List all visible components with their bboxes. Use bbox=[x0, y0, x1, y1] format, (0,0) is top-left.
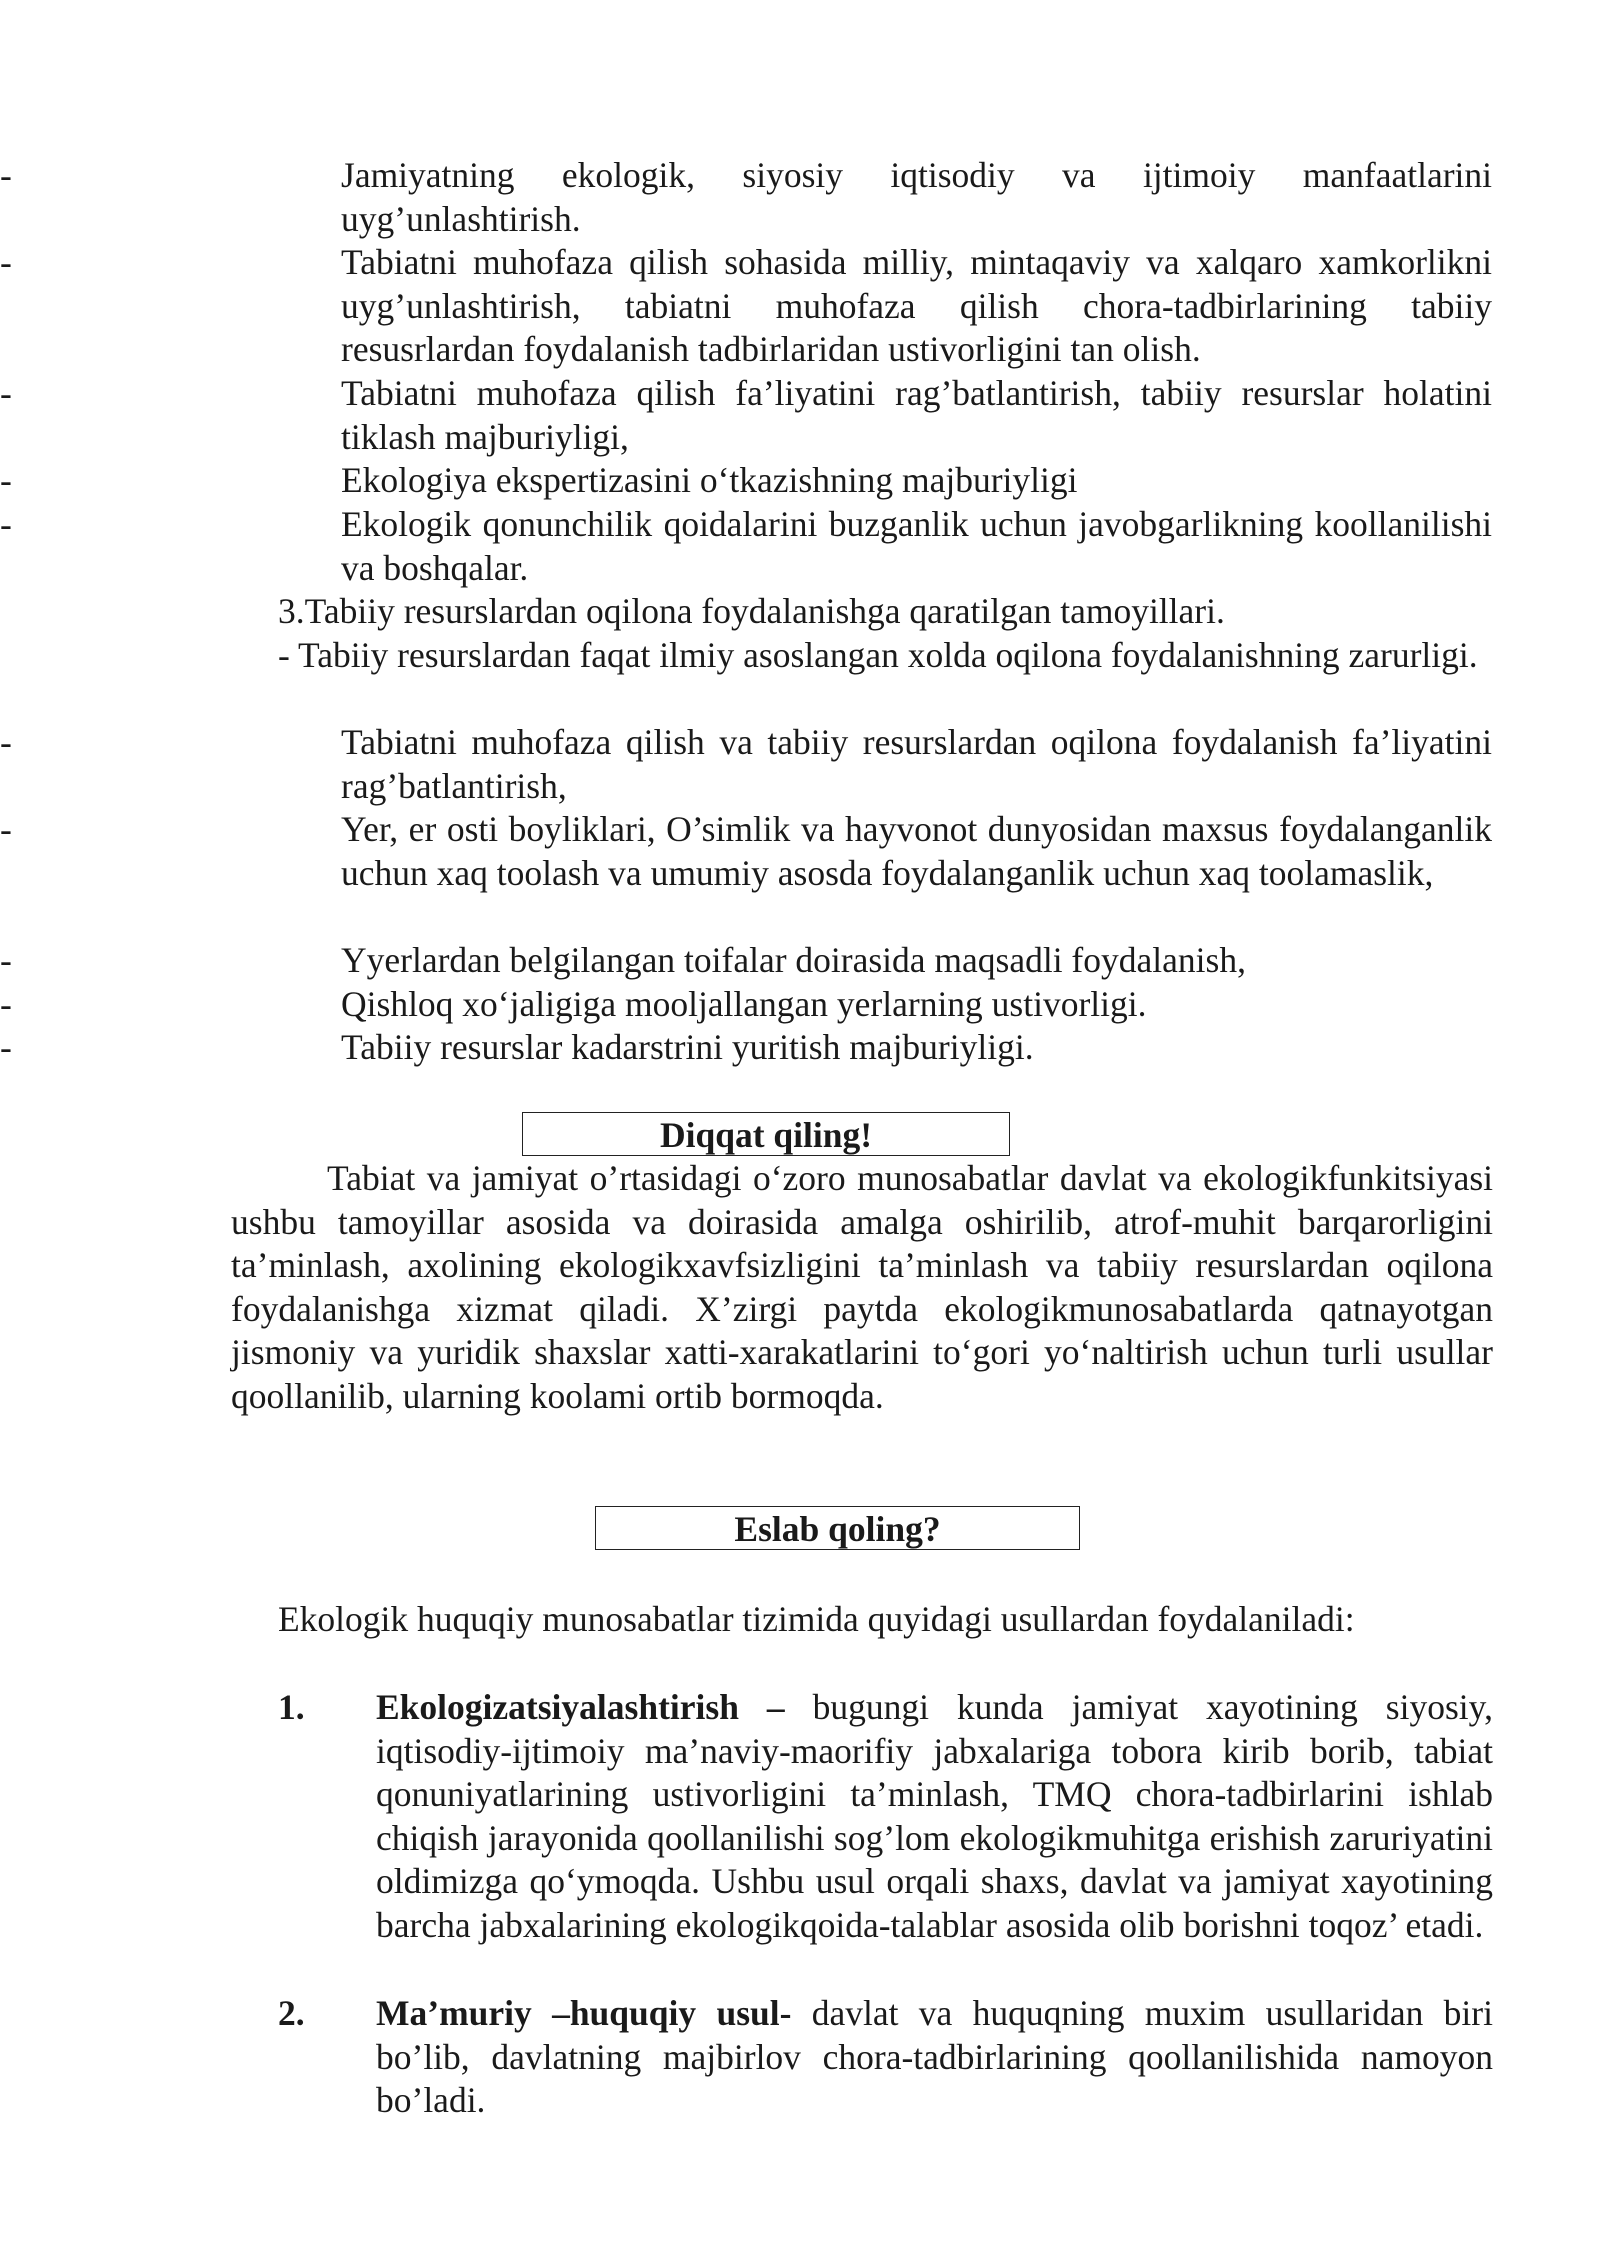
list-marker: - bbox=[0, 373, 12, 413]
attention-box-heading: Diqqat qiling! bbox=[522, 1112, 1010, 1156]
list-item bbox=[0, 241, 1492, 372]
section-heading: 3.Tabiiy resurslardan oqilona foydalanishga qaratilgan tamoyillari. bbox=[278, 591, 1225, 631]
list-item bbox=[0, 808, 1492, 939]
list-item-text: Tabiatni muhofaza qilish va tabiiy resurslardan oqilona foydalanish fa’liyatini rag’batlantirish, bbox=[341, 722, 1492, 806]
list-marker: - bbox=[0, 722, 12, 762]
list-item-text: Yer, er osti boyliklari, O’simlik va hayvonot dunyosidan maxsus foydalanganlik uchun xaq toolash va umumiy asosda foydalanganlik uchun xaq toolamaslik, bbox=[341, 809, 1492, 893]
list-marker: - bbox=[0, 242, 12, 282]
list-item-text: Tabiiy resurslar kadarstrini yuritish majburiyligi. bbox=[341, 1027, 1034, 1067]
list-item bbox=[0, 503, 1492, 591]
method-item bbox=[0, 1686, 1600, 1992]
method-term: Ma’muriy –huquqiy usul- bbox=[376, 1993, 792, 2033]
list-marker: - bbox=[0, 809, 12, 849]
list-marker: - bbox=[0, 940, 12, 980]
methods-intro: Ekologik huquqiy munosabatlar tizimida quyidagi usullardan foydalaniladi: bbox=[278, 1599, 1355, 1639]
list-marker: - bbox=[0, 504, 12, 544]
method-text bbox=[376, 1686, 1493, 1947]
section-intro: - Tabiiy resurslardan faqat ilmiy asoslangan xolda oqilona foydalanishning zarurligi. bbox=[278, 635, 1478, 675]
list-marker: - bbox=[0, 460, 12, 500]
method-text bbox=[376, 1992, 1493, 2123]
list-item bbox=[0, 1026, 1492, 1070]
list-marker: - bbox=[0, 984, 12, 1024]
list-item-text: Ekologiya ekspertizasini o‘tkazishning majburiyligi bbox=[341, 460, 1078, 500]
method-description: bugungi kunda jamiyat xayotining siyosiy, iqtisodiy-ijtimoiy ma’naviy-maorifiy jabxalariga tobora kirib borib, tabiat qonuniyatlarining ustivorligini ta’minlash, TMQ chora-tadbirlarini ishlab chiqish jarayonida qoollanilishi sog’lom ekologikmuhitga erishish zaruriyatini oldimizga qo‘ymoqda. Ushbu usul orqali shaxs, davlat va jamiyat xayotining barcha jabxalarining ekologikqoida-talablar asosida olib borishni toqoz’ etadi. bbox=[376, 1687, 1493, 1945]
list-marker: - bbox=[0, 155, 12, 195]
method-number: 2. bbox=[278, 1993, 305, 2033]
list-item bbox=[0, 154, 1492, 242]
method-description: davlat va huquqning muxim usullaridan biri bo’lib, davlatning majbirlov chora-tadbirlarining qoollanilishida namoyon bo’ladi. bbox=[376, 1993, 1493, 2120]
list-item bbox=[0, 372, 1492, 460]
list-item bbox=[0, 721, 1492, 809]
list-item-text: Ekologik qonunchilik qoidalarini buzganlik uchun javobgarlikning koollanilishi va boshqalar. bbox=[341, 504, 1492, 588]
list-item-text: Qishloq xo‘jaligiga mooljallangan yerlarning ustivorligi. bbox=[341, 984, 1147, 1024]
method-item bbox=[0, 1992, 1600, 2123]
remember-box-heading: Eslab qoling? bbox=[595, 1506, 1080, 1550]
method-number: 1. bbox=[278, 1687, 305, 1727]
list-item bbox=[0, 983, 1492, 1027]
list-item-text: Yyerlardan belgilangan toifalar doirasida maqsadli foydalanish, bbox=[341, 940, 1246, 980]
list-item-text: Tabiatni muhofaza qilish sohasida milliy, mintaqaviy va xalqaro xamkorlikni uyg’unlashtirish, tabiatni muhofaza qilish chora-tadbirlarining tabiiy resusrlardan foydalanish tadbirlaridan ustivorligini tan olish. bbox=[341, 242, 1492, 369]
method-term: Ekologizatsiyalashtirish – bbox=[376, 1687, 785, 1727]
list-item-text: Jamiyatning ekologik, siyosiy iqtisodiy va ijtimoiy manfaatlarini uyg’unlashtirish. bbox=[341, 155, 1492, 239]
list-item bbox=[0, 459, 1492, 503]
list-marker: - bbox=[0, 1027, 12, 1067]
list-item bbox=[0, 939, 1492, 983]
list-item-text: Tabiatni muhofaza qilish fa’liyatini rag’batlantirish, tabiiy resurslar holatini tiklash majburiyligi, bbox=[341, 373, 1492, 457]
attention-paragraph: Tabiat va jamiyat o’rtasidagi o‘zoro munosabatlar davlat va ekologikfunkitsiyasi ushbu tamoyillar asosida va doirasida amalga oshirilib, atrof-muhit barqarorligini ta’minlash, axolining ekologikxavfsizligini ta’minlash va tabiiy resurslardan oqilona foydalanishga xizmat qiladi. X’zirgi paytda ekologikmunosabatlarda qatnayotgan jismoniy va yuridik shaxslar xatti-xarakatlarini to‘gori yo‘naltirish uchun turli usullar qoollanilib, ularning koolami ortib bormoqda. bbox=[231, 1158, 1493, 1416]
